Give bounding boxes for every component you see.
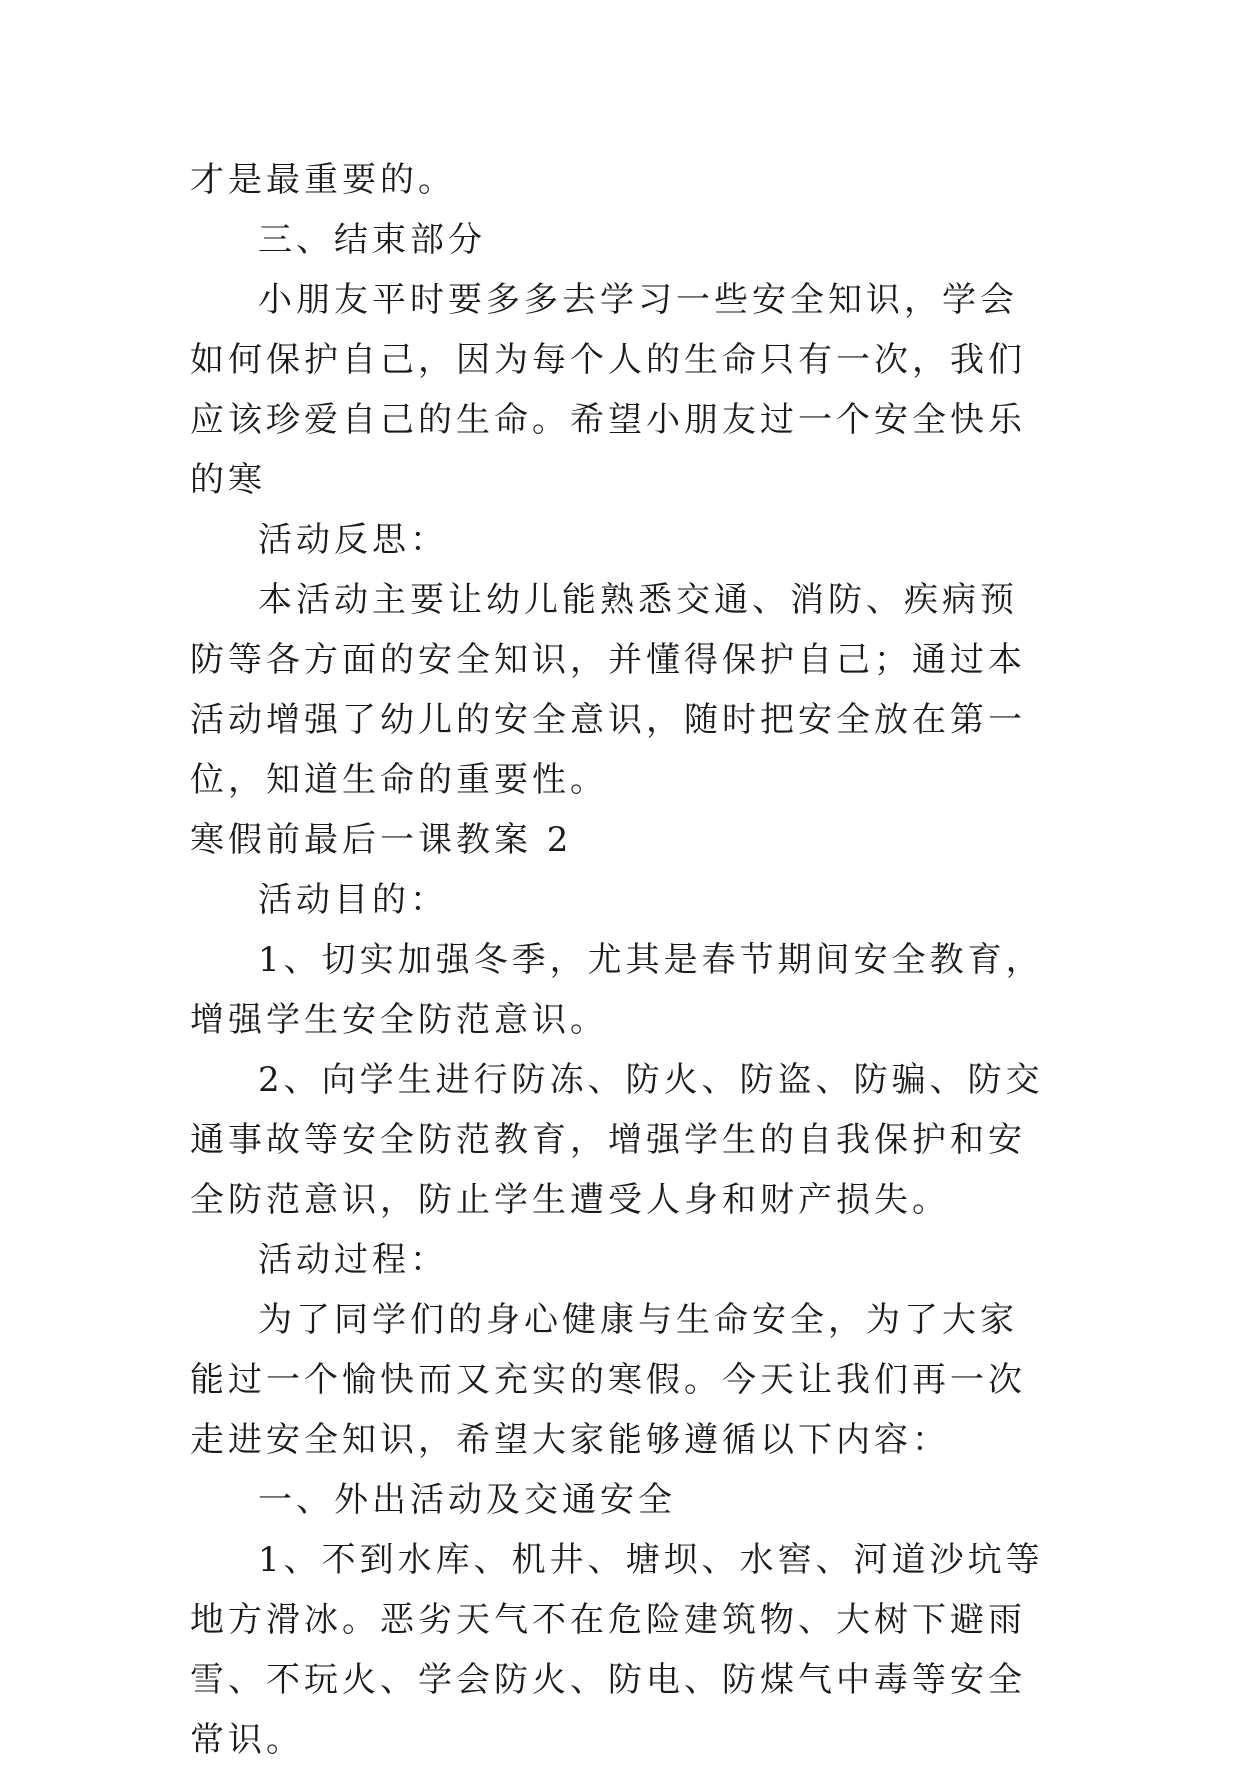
list-item: 2、向学生进行防冻、防火、防盗、防骗、防交通事故等安全防范教育，增强学生的自我保护和安全防范意识，防止学生遭受人身和财产损失。: [190, 1060, 1044, 1220]
lesson-plan-title: 寒假前最后一课教案 2: [190, 820, 573, 860]
section-heading-conclusion: 三、结束部分: [258, 220, 486, 260]
list-item: 1、切实加强冬季，尤其是春节期间安全教育，增强学生安全防范意识。: [190, 940, 1044, 1040]
paragraph: 本活动主要让幼儿能熟悉交通、消防、疾病预防等各方面的安全知识，并懂得保护自己；通过本活动增强了幼儿的安全意识，随时把安全放在第一位，知道生命的重要性。: [190, 580, 1026, 800]
section-heading-process: 活动过程：: [258, 1240, 448, 1280]
document-body: [190, 150, 1050, 1770]
paragraph: 小朋友平时要多多去学习一些安全知识，学会如何保护自己，因为每个人的生命只有一次，我们应该珍爱自己的生命。希望小朋友过一个安全快乐的寒: [190, 280, 1026, 500]
section-heading-objectives: 活动目的：: [258, 880, 448, 920]
paragraph: 才是最重要的。: [190, 160, 456, 200]
paragraph: 为了同学们的身心健康与生命安全，为了大家能过一个愉快而又充实的寒假。今天让我们再一次走进安全知识，希望大家能够遵循以下内容：: [190, 1300, 1026, 1460]
list-item: 1、不到水库、机井、塘坝、水窖、河道沙坑等地方滑冰。恶劣天气不在危险建筑物、大树下避雨雪、不玩火、学会防火、防电、防煤气中毒等安全常识。: [190, 1540, 1044, 1760]
section-heading-outdoor-safety: 一、外出活动及交通安全: [258, 1480, 676, 1520]
section-heading-reflection: 活动反思：: [258, 520, 448, 560]
